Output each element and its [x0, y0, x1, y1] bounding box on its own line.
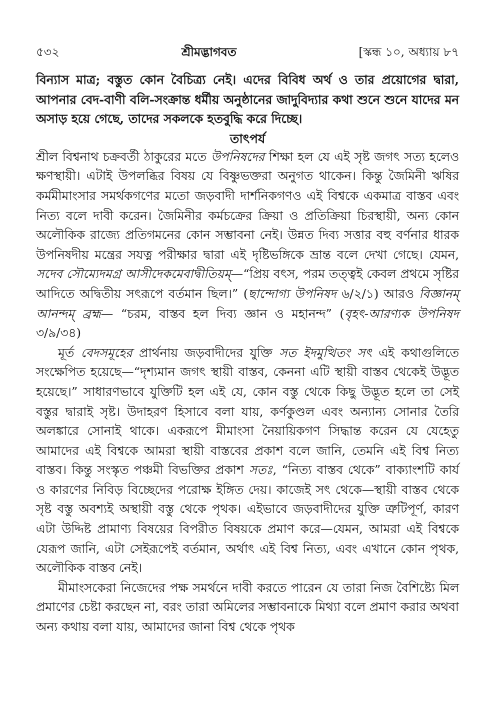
- chapter-reference: [স্কন্ধ ১০, অধ্যায় ৮৭: [358, 45, 459, 59]
- page-header: [36, 44, 459, 64]
- purport-heading: তাৎপর্য: [229, 130, 266, 146]
- purport-paragraph-2: মূর্ত বেদসমূহের প্রার্থনায় জড়বাদীদের যুক্তি সত ইদমুত্থিতং সৎ এই কথাগুলিতে সংক্ষেপিত হয়েছে—“দৃশ্যমান জগৎ স্থায়ী বাস্তব, কেননা এটি স্থায়ী বাস্তব থেকেই উদ্ভূত হয়েছে।” সাধারণভাবে যুক্তিটি হল এই যে, কোন বস্তু থেকে কিছু উদ্ভূত হলে তা সেই বস্তুর দ্বারাই সৃষ্ট। উদাহরণ হিসাবে বলা যায়, কর্ণকুণ্ডল এবং অন্যান্য সোনার তৈরি অলঙ্কারে সোনাই থাকে। একরূপে মীমাংসা নৈয়ায়িকগণ সিদ্ধান্ত করেন যে যেহেতু আমাদের এই বিশ্বকে আমরা স্থায়ী বাস্তবের প্রকাশ বলে জানি, তেমনি এই বিশ্ব নিত্য বাস্তব। কিন্তু সংস্কৃত পঞ্চমী বিভক্তির প্রকাশ সতঃ, “নিত্য বাস্তব থেকে” বাক্যাংশটি কার্য ও কারণের নিবিড় বিচ্ছেদের পরোক্ষ ইঙ্গিত দেয়। কাজেই সৎ থেকে—স্থায়ী বাস্তব থেকে সৃষ্ট বস্তু অবশ্যই অস্থায়ী বস্তু থেকে পৃথক। এইভাবে জড়বাদীদের যুক্তি ত্রুটিপূর্ণ, কারণ এটা উদ্দিষ্ট প্রামাণ্য বিষয়ের বিপরীত বিষয়কে প্রমাণ করে—যেমন, আমরা এই বিশ্বকে যেরূপ জানি, এটা সেইরূপেই বর্তমান, অর্থাৎ এই বিশ্ব নিত্য, এবং এখানে কোন পৃথক, অলৌকিক বাস্তব নেই।: [36, 345, 459, 576]
- verse-translation: বিন্যাস মাত্র; বস্তুত কোন বৈচিত্র্য নেই। এদের বিবিধ অর্থ ও তার প্রয়োগের দ্বারা, আপনার বেদ-বাণী বলি-সংক্রান্ত ধর্মীয় অনুষ্ঠানের জাদুবিদ্যার কথা শুনে শুনে যাদের মন অসাড় হয়ে গেছে, তাদের সকলকে হতবুদ্ধি করে দিচ্ছে।: [36, 72, 459, 127]
- page-number: ৫৩২: [36, 45, 60, 59]
- purport-paragraph-1: শ্রীল বিশ্বনাথ চক্রবর্তী ঠাকুরের মতে উপনিষদের শিক্ষা হল যে এই সৃষ্ট জগৎ সত্য হলেও ক্ষণস্থায়ী। এটাই উপলব্ধির বিষয় যে বিষ্ণুভক্তরা অনুগত থাকেন। কিন্তু জৈমিনী ঋষির কর্মমীমাংসার সমর্থকগণের মতো জড়বাদী দার্শনিকগণও এই বিশ্বকে একমাত্র বাস্তব এবং নিত্য বলে দাবী করেন। জৈমিনীর কর্মচক্রের ক্রিয়া ও প্রতিক্রিয়া চিরস্থায়ী, অন্য কোন অলৌকিক রাজ্যে প্রতিগমনের কোন সম্ভাবনা নেই। উন্নত দিব্য সত্তার বহু বর্ণনার ধারক উপনিষদীয় মন্ত্রের সযত্ন পরীক্ষার দ্বারা এই দৃষ্টিভঙ্গিকে ভ্রান্ত বলে দেখা গেছে। যেমন, সদেব সৌম্যেদমগ্র আসীদেকমেবাদ্বীতিয়ম্—“প্রিয় বৎস, পরম তত্ত্বই কেবল প্রথমে সৃষ্টির আদিতে অদ্বিতীয় সৎরূপে বর্তমান ছিল।” (ছান্দোগ্য উপনিষদ ৬/২/১) আরও বিজ্ঞানম্ আনন্দম্ ব্রহ্ম— “চরম, বাস্তব হল দিব্য জ্ঞান ও মহানন্দ” (বৃহৎ-আরণ্যক উপনিষদ ৩/৯/৩৪): [36, 149, 460, 341]
- purport-paragraph-3: মীমাংসকেরা নিজেদের পক্ষ সমর্থনে দাবী করতে পারেন যে তারা নিজ বৈশিষ্ট্যে মিল প্রমাণের চেষ্টা করছেন না, বরং তারা অমিলের সম্ভাবনাকে মিথ্যা বলে প্রমাণ করার অথবা অন্য কথায় বলা যায়, আমাদের জানা বিশ্ব থেকে পৃথক: [36, 580, 459, 635]
- book-title: শ্রীমদ্ভাগবত: [181, 45, 237, 59]
